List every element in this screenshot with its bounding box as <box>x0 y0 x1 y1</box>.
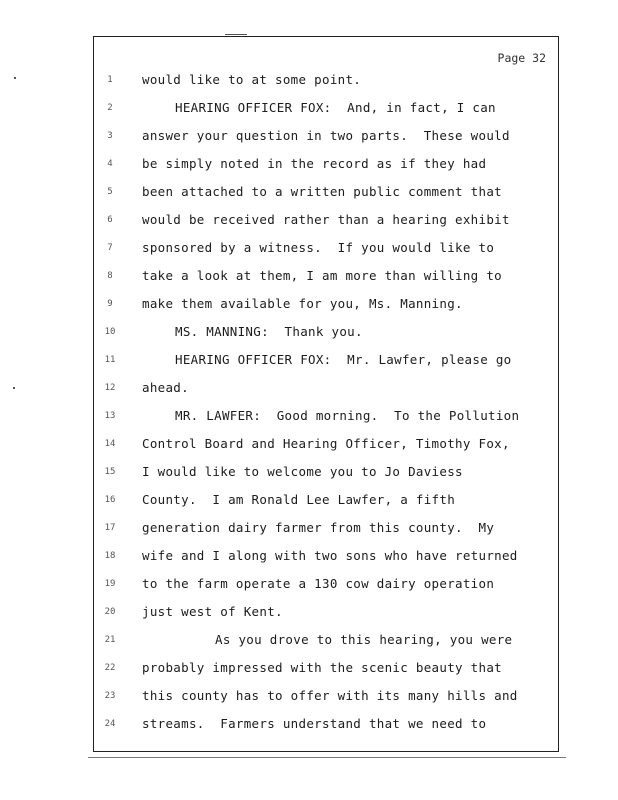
transcript-line <box>94 436 558 456</box>
line-text: wife and I along with two sons who have returned <box>142 548 518 563</box>
line-text: As you drove to this hearing, you were <box>215 632 513 647</box>
line-number: 19 <box>104 579 116 589</box>
line-number: 10 <box>104 327 116 337</box>
transcript-line <box>94 352 558 372</box>
transcript-line <box>94 688 558 708</box>
transcript-line <box>94 548 558 568</box>
transcript-line <box>94 604 558 624</box>
line-number: 21 <box>104 635 116 645</box>
line-text: be simply noted in the record as if they had <box>142 156 487 171</box>
line-text: HEARING OFFICER FOX: Mr. Lawfer, please go <box>175 352 512 367</box>
line-text: County. I am Ronald Lee Lawfer, a fifth <box>142 492 456 507</box>
line-text: this county has to offer with its many hills and <box>142 688 518 703</box>
scan-speck <box>14 77 16 79</box>
page-number: Page 32 <box>497 51 546 65</box>
line-number: 5 <box>107 187 113 197</box>
line-text: would be received rather than a hearing exhibit <box>142 212 510 227</box>
line-text: been attached to a written public comment that <box>142 184 502 199</box>
transcript-line <box>94 240 558 260</box>
transcript-line <box>94 520 558 540</box>
line-text: MR. LAWFER: Good morning. To the Pollution <box>175 408 520 423</box>
transcript-line <box>94 184 558 204</box>
line-number: 2 <box>107 103 113 113</box>
line-number: 24 <box>104 719 116 729</box>
transcript-line <box>94 464 558 484</box>
line-text: ahead. <box>142 380 189 395</box>
line-number: 16 <box>104 495 116 505</box>
line-number: 22 <box>104 663 116 673</box>
line-number: 12 <box>104 383 116 393</box>
line-number: 3 <box>107 131 113 141</box>
line-number: 1 <box>107 75 113 85</box>
transcript-line <box>94 212 558 232</box>
line-number: 13 <box>104 411 116 421</box>
scan-speck <box>13 387 15 389</box>
line-text: probably impressed with the scenic beauty that <box>142 660 502 675</box>
transcript-line <box>94 324 558 344</box>
line-number: 17 <box>104 523 116 533</box>
line-number: 8 <box>107 271 113 281</box>
transcript-line <box>94 128 558 148</box>
line-number: 9 <box>107 299 113 309</box>
transcript-line <box>94 716 558 736</box>
transcript-line <box>94 660 558 680</box>
line-text: to the farm operate a 130 cow dairy operation <box>142 576 495 591</box>
line-text: Control Board and Hearing Officer, Timothy Fox, <box>142 436 510 451</box>
line-number: 11 <box>104 355 116 365</box>
line-number: 15 <box>104 467 116 477</box>
line-number: 18 <box>104 551 116 561</box>
line-number: 7 <box>107 243 113 253</box>
transcript-line <box>94 380 558 400</box>
line-text: sponsored by a witness. If you would like to <box>142 240 495 255</box>
scan-speck <box>225 34 247 35</box>
transcript-line <box>94 296 558 316</box>
line-text: make them available for you, Ms. Manning. <box>142 296 463 311</box>
line-text: MS. MANNING: Thank you. <box>175 324 363 339</box>
transcript-line <box>94 492 558 512</box>
line-text: HEARING OFFICER FOX: And, in fact, I can <box>175 100 496 115</box>
line-text: streams. Farmers understand that we need to <box>142 716 487 731</box>
line-text: just west of Kent. <box>142 604 283 619</box>
line-number: 4 <box>107 159 113 169</box>
line-text: answer your question in two parts. These would <box>142 128 510 143</box>
transcript-line <box>94 408 558 428</box>
bottom-rule <box>88 757 566 758</box>
line-number: 20 <box>104 607 116 617</box>
line-number: 23 <box>104 691 116 701</box>
transcript-line <box>94 72 558 92</box>
line-number: 14 <box>104 439 116 449</box>
line-text: take a look at them, I am more than willing to <box>142 268 502 283</box>
line-number: 6 <box>107 215 113 225</box>
transcript-line <box>94 576 558 596</box>
line-text: I would like to welcome you to Jo Daviess <box>142 464 463 479</box>
transcript-line <box>94 268 558 288</box>
line-text: would like to at some point. <box>142 72 362 87</box>
line-text: generation dairy farmer from this county. My <box>142 520 495 535</box>
transcript-page <box>93 36 559 752</box>
transcript-line <box>94 632 558 652</box>
transcript-line <box>94 100 558 120</box>
transcript-line <box>94 156 558 176</box>
